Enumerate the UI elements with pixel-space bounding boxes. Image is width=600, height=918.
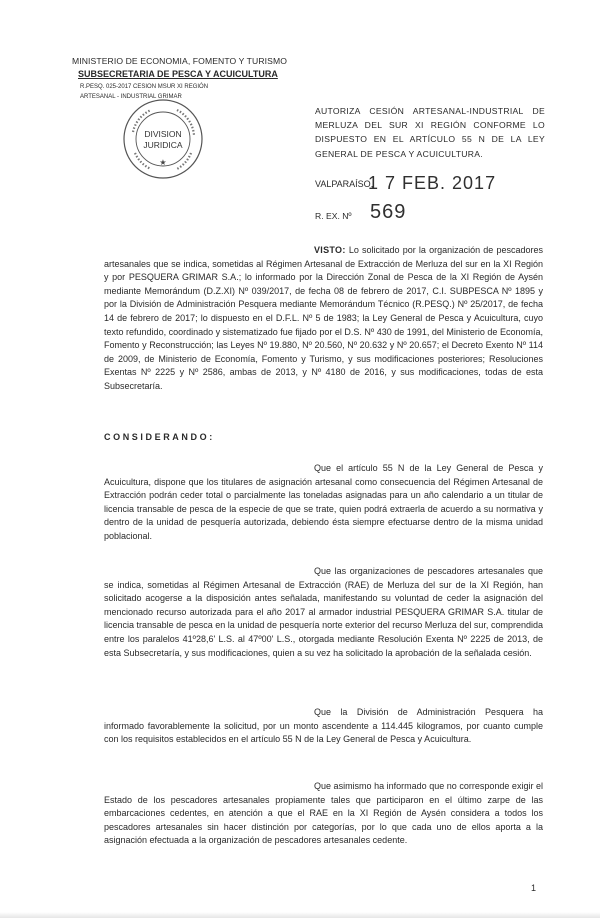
visto-paragraph [104, 244, 543, 394]
resolution-number: 569 [370, 201, 407, 223]
visto-text: Lo solicitado por la organización de pescadores artesanales que se indica, sometidas al Régimen Artesanal de Extracción de Merluza del sur en la XI Región y por PESQUERA GRIMAR S.A.; lo informado por la Dirección Zonal de Pesca de la XI Región de Aysén mediante Memorándum (D.Z.XI) Nº 039/2017, de fecha 08 de febrero de 2017, C.I. SUBPESCA Nº 1895 y por la División de Administración Pesquera mediante Memorándum Técnico (R.PESQ.) Nº 25/2017, de fecha 14 de febrero de 2017; lo dispuesto en el D.F.L. Nº 5 de 1983; la Ley General de Pesca y Acuicultura, cuyo texto refundido, coordinado y sistematizado fue fijado por el D.S. Nº 430 de 1991, del Ministerio de Economía, Fomento y Reconstrucción; las Leyes Nº 19.880, Nº 20.560, Nº 20.632 y Nº 20.657; el Decreto Exento Nº 114 de 2009, de Ministerio de Economía, Fomento y Turismo, y sus modificaciones posteriores; Resoluciones Exentas Nº 2225 y Nº 2586, ambas de 2013, y Nº 4180 de 2016, y sus modificaciones, todas de esta Subsecretaría. [104, 245, 543, 391]
visto-lead: VISTO: [314, 245, 346, 255]
star-icon: ★ [159, 158, 167, 167]
considerando-paragraph-1 [104, 462, 543, 544]
place-label: VALPARAÍSO, [315, 179, 374, 189]
page-number: 1 [531, 883, 537, 893]
rex-label: R. EX. Nº [315, 211, 352, 221]
considerando-heading: CONSIDERANDO: [104, 432, 215, 442]
scan-edge [0, 912, 600, 918]
division-juridica-stamp [121, 97, 205, 181]
considerando-paragraph-4 [104, 780, 543, 848]
considerando-paragraph-2 [104, 565, 543, 660]
subsecretaria-name: SUBSECRETARIA DE PESCA Y ACUICULTURA [78, 69, 278, 79]
type-line: ARTESANAL - INDUSTRIAL GRIMAR [80, 94, 182, 100]
reference-line: R.PESQ. 025-2017 CESION MSUR XI REGIÓN [80, 84, 209, 90]
considerando-paragraph-3 [104, 706, 543, 747]
paragraph-2-text: Que las organizaciones de pescadores artesanales que se indica, sometidas al Régimen Artesanal de Extracción (RAE) de Merluza del sur de la XI Región, han solicitado acogerse a la disposición antes señalada, manifestando su voluntad de ceder la asignación del mencionado recurso autorizada para el año 2017 al armador industrial PESQUERA GRIMAR S.A. titular de licencia transable de pesca en la unidad de pesquería norte exterior del recurso Merluza del sur, comprendida entre los paralelos 41º28,6' L.S. al 47º00' L.S., otorgada mediante Resolución Exenta Nº 2225 de 2013, de esta Subsecretaría, y sus modificaciones, quien a su vez ha solicitado la aprobación de la señalada cesión. [104, 566, 543, 658]
ministry-name: MINISTERIO DE ECONOMIA, FOMENTO Y TURISMO [72, 56, 287, 66]
resolution-date: 1 7 FEB. 2017 [368, 173, 497, 193]
resolution-title: AUTORIZA CESIÓN ARTESANAL-INDUSTRIAL DE MERLUZA DEL SUR XI REGIÓN CONFORME LO DISPUESTO EN EL ARTÍCULO 55 N DE LA LEY GENERAL DE PESCA Y ACUICULTURA. [315, 106, 545, 159]
stamp-text-juridica: JURIDICA [143, 140, 183, 150]
paragraph-3-text: Que la División de Administración Pesquera ha informado favorablemente la solicitud, por un monto ascendente a 114.445 kilogramos, por cuanto cumple con los requisitos establecidos en el artículo 55 N de la Ley General de Pesca y Acuicultura. [104, 707, 543, 745]
stamp-text-division: DIVISION [144, 129, 182, 139]
paragraph-1-text: Que el artículo 55 N de la Ley General de Pesca y Acuicultura, dispone que los titulares de asignación artesanal como consecuencia del Régimen Artesanal de Extracción podrán ceder total o parcialmente las toneladas asignadas para un año calendario a un titular de licencia transable de pesca de la especie de que se trate, quien podrá extraerla de acuerdo a su normativa y dentro de la unidad de pesquería autorizada, debiendo ésta siempre efectuarse dentro de la misma unidad poblacional. [104, 463, 543, 541]
paragraph-4-text: Que asimismo ha informado que no corresponde exigir el Estado de los pescadores artesanales propiamente tales que participaron en el último zarpe de las embarcaciones cedentes, en atención a que el RAE en la XI Región de Aysén considera a todos los pescadores artesanales sin hacer distinción por categorías, por lo que cada uno de ellos aporta a la asignación efectuada a la organización de pescadores artesanales cedente. [104, 781, 543, 846]
